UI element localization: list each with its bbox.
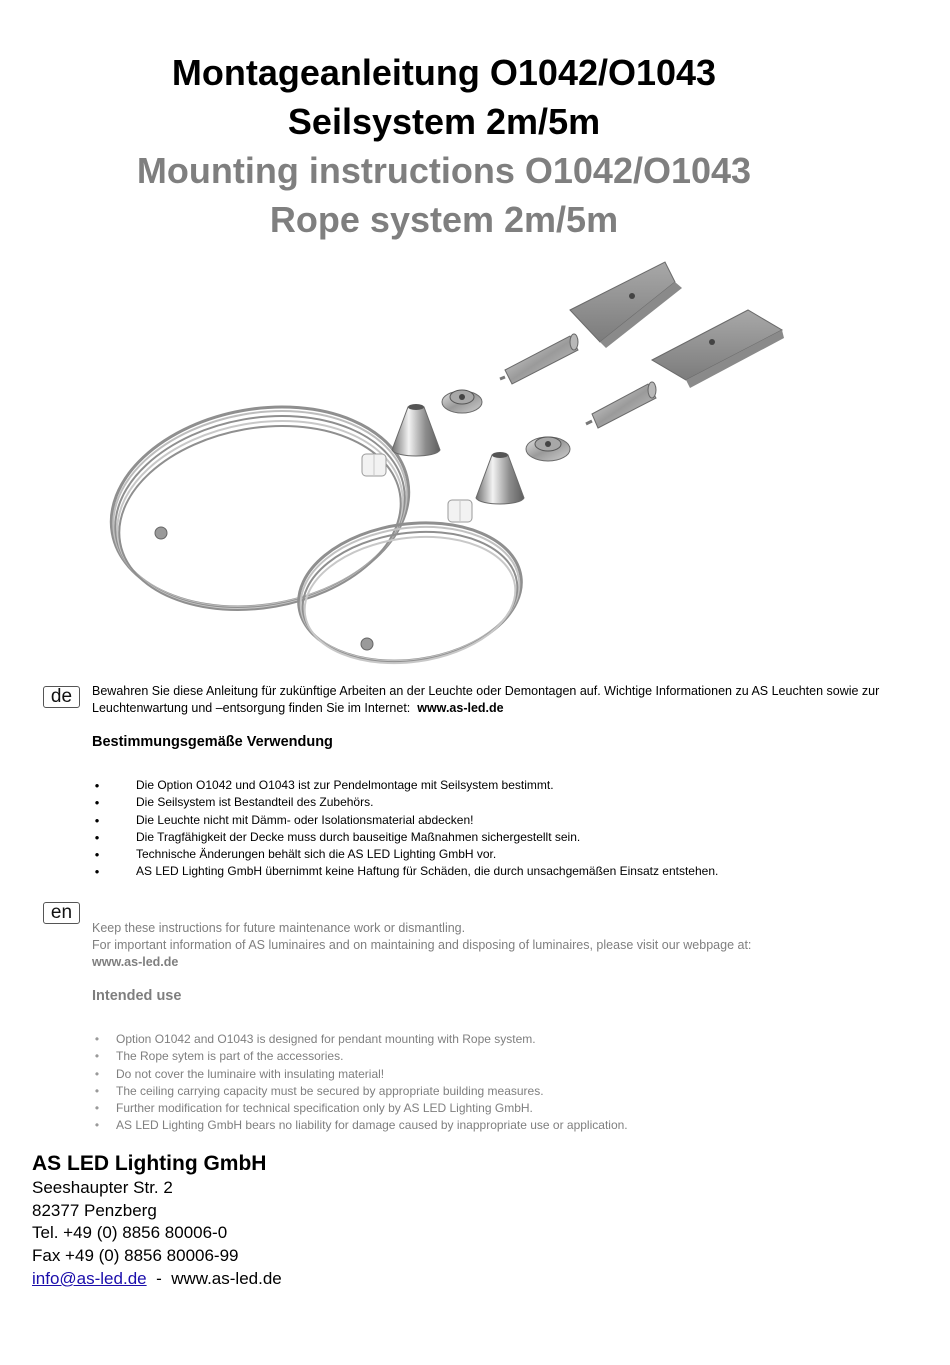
list-item: • The Rope sytem is part of the accessories. bbox=[94, 1049, 344, 1064]
rope-system-parts-illustration bbox=[100, 252, 800, 672]
list-item: • AS LED Lighting GmbH bears no liability for damage caused by inappropriate use or application. bbox=[94, 1118, 628, 1133]
heading-de: Bestimmungsgemäße Verwendung bbox=[92, 734, 333, 750]
list-item: • Do not cover the luminaire with insulating material! bbox=[94, 1066, 385, 1081]
list-item: • Die Seilsystem ist Bestandteil des Zubehörs. bbox=[94, 795, 374, 811]
ceiling-plate-lower bbox=[652, 310, 784, 388]
ceiling-rosette-lower bbox=[526, 437, 570, 461]
contact-separator: - bbox=[156, 1268, 162, 1288]
email-link[interactable]: info@as-led.de bbox=[32, 1268, 147, 1288]
intro-de bbox=[92, 683, 892, 717]
ceiling-rosette-upper bbox=[442, 390, 482, 413]
intro-en bbox=[92, 920, 892, 971]
title-de-line2: Seilsystem 2m/5m bbox=[287, 101, 601, 142]
company-fax: Fax +49 (0) 8856 80006-99 bbox=[32, 1246, 239, 1266]
canopy-cone-lower bbox=[476, 452, 524, 504]
list-item: • Further modification for technical specification only by AS LED Lighting GmbH. bbox=[94, 1101, 533, 1116]
list-item: • Technische Änderungen behält sich die AS LED Lighting GmbH vor. bbox=[94, 847, 497, 863]
intro-de-line2 bbox=[92, 700, 892, 717]
intro-de-link[interactable]: www.as-led.de bbox=[417, 701, 504, 715]
company-footer bbox=[32, 1150, 282, 1291]
intro-de-line1: Bewahren Sie diese Anleitung für zukünftige Arbeiten an der Leuchte oder Demontagen auf. Wichtige Informationen zu AS Leuchten sowie zur bbox=[92, 684, 880, 698]
intro-en-link[interactable]: www.as-led.de bbox=[92, 955, 179, 969]
rope-sleeve-upper bbox=[362, 454, 386, 476]
contact-line bbox=[32, 1268, 282, 1291]
intro-de-line2-text: Leuchtenwartung und –entsorgung finden Sie im Internet: bbox=[92, 701, 411, 715]
website-link[interactable]: www.as-led.de bbox=[171, 1268, 282, 1288]
canopy-cone-upper bbox=[392, 404, 440, 456]
rope-gripper-upper bbox=[500, 334, 578, 384]
company-name: AS LED Lighting GmbH bbox=[32, 1152, 267, 1175]
intro-en-line1: Keep these instructions for future maintenance work or dismantling. bbox=[92, 921, 466, 935]
company-city: 82377 Penzberg bbox=[32, 1200, 157, 1220]
list-item: • AS LED Lighting GmbH übernimmt keine Haftung für Schäden, die durch unsachgemäßen Einsatz entstehen. bbox=[94, 864, 719, 880]
list-item: • Die Option O1042 und O1043 ist zur Pendelmontage mit Seilsystem bestimmt. bbox=[94, 778, 554, 793]
title-en-line2: Rope system 2m/5m bbox=[269, 199, 619, 240]
title-de-line1: Montageanleitung O1042/O1043 bbox=[171, 52, 717, 93]
rope-sleeve-lower bbox=[448, 500, 472, 522]
company-phone: Tel. +49 (0) 8856 80006-0 bbox=[32, 1223, 228, 1243]
rope-gripper-lower bbox=[586, 382, 656, 428]
language-badge-de: de bbox=[43, 686, 80, 708]
language-badge-en: en bbox=[43, 902, 80, 924]
title-block bbox=[0, 48, 888, 244]
list-item: • Die Leuchte nicht mit Dämm- oder Isolationsmaterial abdecken! bbox=[94, 812, 474, 828]
list-item: • Die Tragfähigkeit der Decke muss durch bauseitige Maßnahmen sichergestellt sein. bbox=[94, 829, 581, 845]
bullet-list-de bbox=[92, 777, 912, 881]
company-street: Seeshaupter Str. 2 bbox=[32, 1178, 173, 1197]
title-en-line1: Mounting instructions O1042/O1043 bbox=[136, 150, 752, 191]
rope-coil-left bbox=[100, 384, 425, 631]
intro-en-line2: For important information of AS luminaires and on maintaining and disposing of luminaires, please visit our webpage at: bbox=[92, 938, 752, 952]
bullet-list-en bbox=[92, 1031, 912, 1135]
ceiling-plate-upper bbox=[570, 262, 682, 348]
list-item: • Option O1042 and O1043 is designed for pendant mounting with Rope system. bbox=[94, 1032, 536, 1046]
list-item: • The ceiling carrying capacity must be secured by appropriate building measures. bbox=[94, 1083, 544, 1098]
heading-en: Intended use bbox=[92, 988, 182, 1004]
